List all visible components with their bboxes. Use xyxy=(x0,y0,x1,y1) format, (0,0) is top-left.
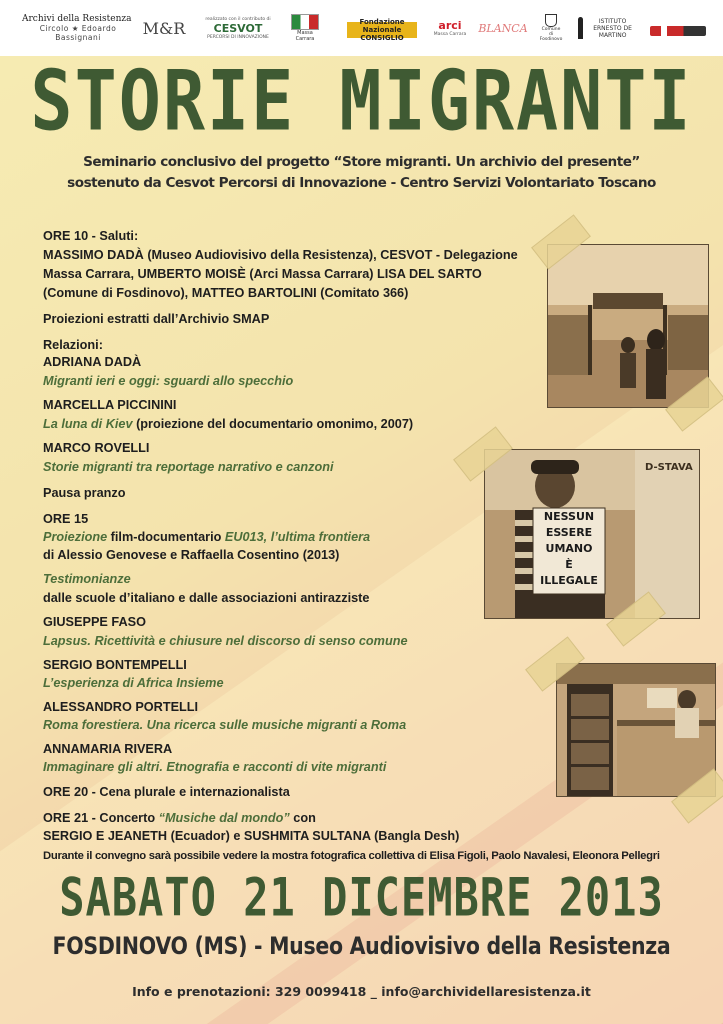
ore21-line xyxy=(43,810,316,826)
shack-photo-image xyxy=(548,245,708,407)
comune-logo-text: Comune di Fosdinovo xyxy=(539,27,563,42)
istituto-de-martino-logo xyxy=(578,14,638,42)
proiezioni-smap: Proiezioni estratti dall’Archivio SMAP xyxy=(43,312,270,326)
ore15-heading: ORE 15 xyxy=(43,512,89,526)
pausa-pranzo: Pausa pranzo xyxy=(43,486,126,500)
speaker-name: ADRIANA DADÀ xyxy=(43,355,142,369)
migrant-shack-photo xyxy=(547,244,709,408)
speaker-name: ANNAMARIA RIVERA xyxy=(43,742,173,756)
protest-sign-photo xyxy=(484,449,700,619)
film-label: film-documentario xyxy=(107,530,225,544)
archivi-logo-subtitle: Circolo ★ Edoardo Bassignani xyxy=(39,24,117,42)
sign-line: ESSERE xyxy=(545,526,593,539)
talk-line xyxy=(43,416,413,432)
saluti-line-1: MASSIMO DADÀ (Museo Audiovisivo della Resistenza), CESVOT - Delegazione xyxy=(43,248,518,262)
figure-icon xyxy=(578,17,583,39)
concert-title: “Musiche dal mondo” xyxy=(158,811,290,825)
event-date: SABATO 21 DICEMBRE 2013 xyxy=(59,866,664,928)
anpi-logo-text: Massa Carrara xyxy=(295,30,315,42)
talk-note: (proiezione del documentario omonimo, 2007) xyxy=(132,417,414,431)
subtitle-line-2: sostenuto da Cesvot Percorsi di Innovazione - Centro Servizi Volontariato Toscano xyxy=(67,175,656,191)
arci-logo xyxy=(430,14,470,42)
proiezione-label: Proiezione xyxy=(43,530,108,544)
anpi-logo xyxy=(290,14,320,42)
sign-line: È xyxy=(565,558,573,571)
ore21-label: ORE 21 - Concerto xyxy=(43,811,159,825)
sponsor-logo-bar xyxy=(0,0,723,56)
comune-fosdinovo-logo xyxy=(540,14,562,42)
anpi-flag-icon xyxy=(291,14,319,30)
speaker-name: SERGIO BONTEMPELLI xyxy=(43,658,187,672)
mostra-note: Durante il convegno sarà possibile vedere la mostra fotografica collettiva di Elisa Figoli, Paolo Navalesi, Eleonora Pellegri xyxy=(43,850,660,862)
ore10-heading: ORE 10 - Saluti: xyxy=(43,229,139,243)
talk-title: Storie migranti tra reportage narrativo e canzoni xyxy=(43,460,334,474)
talk-title: Immaginare gli altri. Etnografia e racconti di vite migranti xyxy=(43,760,387,774)
saluti-line-3: (Comune di Fosdinovo), MATTEO BARTOLINI (Comitato 366) xyxy=(43,286,409,300)
speaker-name: MARCO ROVELLI xyxy=(43,441,150,455)
talk-title: L’esperienza di Africa Insieme xyxy=(43,676,224,690)
cesvot-logo xyxy=(203,14,273,42)
talk-title: Roma forestiera. Una ricerca sulle musiche migranti a Roma xyxy=(43,718,407,732)
concert-artists: SERGIO E JEANETH (Ecuador) e SUSHMITA SULTANA (Bangla Desh) xyxy=(43,829,460,843)
crest-icon xyxy=(545,14,557,27)
ore20-cena: ORE 20 - Cena plurale e internazionalista xyxy=(43,785,290,799)
film-line xyxy=(43,529,370,545)
testimonianze-title: Testimonianze xyxy=(43,572,131,586)
poster-title: STORIE MIGRANTI xyxy=(30,52,693,150)
talk-title: La luna di Kiev xyxy=(43,417,133,431)
speaker-name: MARCELLA PICCININI xyxy=(43,398,177,412)
talk-title: Migranti ieri e oggi: sguardi allo specchio xyxy=(43,374,294,388)
relazioni-heading: Relazioni: xyxy=(43,338,103,352)
poster-subtitle xyxy=(0,152,723,194)
blanca-logo: BLANCA xyxy=(478,21,528,35)
speaker-name: ALESSANDRO PORTELLI xyxy=(43,700,199,714)
cesvot-logo-bottom: PERCORSI DI INNOVAZIONE xyxy=(207,34,269,40)
svg-text:D-STAVA: D-STAVA xyxy=(645,462,693,473)
talk-title: Lapsus. Ricettività e chiusure nel discorso di senso comune xyxy=(43,634,408,648)
cesvot-logo-name: CESVOT xyxy=(213,21,263,35)
arci-logo-sub: Massa Carrara xyxy=(433,32,467,37)
subtitle-line-1: Seminario conclusivo del progetto “Store migranti. Un archivio del presente” xyxy=(83,154,640,170)
event-venue: FOSDINOVO (MS) - Museo Audiovisivo della Resistenza xyxy=(52,932,671,960)
sign-line: NESSUN xyxy=(543,510,595,523)
sign-line: ILLEGALE xyxy=(540,574,598,587)
cesvot-logo-top: realizzato con il contributo di xyxy=(205,16,271,22)
red-banner-logo xyxy=(650,26,706,36)
saluti-line-2: Massa Carrara, UMBERTO MOISÈ (Arci Massa Carrara) LISA DEL SARTO xyxy=(43,267,482,281)
shop-interior-photo xyxy=(556,663,716,797)
fondazione-logo: Fondazione Nazionale CONSIGLIO xyxy=(347,22,417,38)
testimonianze-source: dalle scuole d’italiano e dalle associazioni antirazziste xyxy=(43,591,370,605)
istituto-logo-text: ISTITUTO ERNESTO DE MARTINO xyxy=(593,17,632,39)
shop-photo-image xyxy=(557,664,715,796)
arci-logo-name: arci xyxy=(438,19,462,32)
sign-text xyxy=(533,509,605,589)
sign-line: UMANO xyxy=(545,542,593,555)
film-title: EU013, l’ultima frontiera xyxy=(224,530,371,544)
contact-info: Info e prenotazioni: 329 0099418 _ info@archividellaresistenza.it xyxy=(132,984,591,999)
archivi-logo-title: Archivi della Resistenza xyxy=(22,14,132,24)
archivi-resistenza-logo xyxy=(22,14,134,42)
speaker-name: GIUSEPPE FASO xyxy=(43,615,146,629)
film-directors: di Alessio Genovese e Raffaella Cosentino (2013) xyxy=(43,548,340,562)
mr-logo: M&R xyxy=(142,18,186,38)
ore21-con: con xyxy=(289,811,316,825)
